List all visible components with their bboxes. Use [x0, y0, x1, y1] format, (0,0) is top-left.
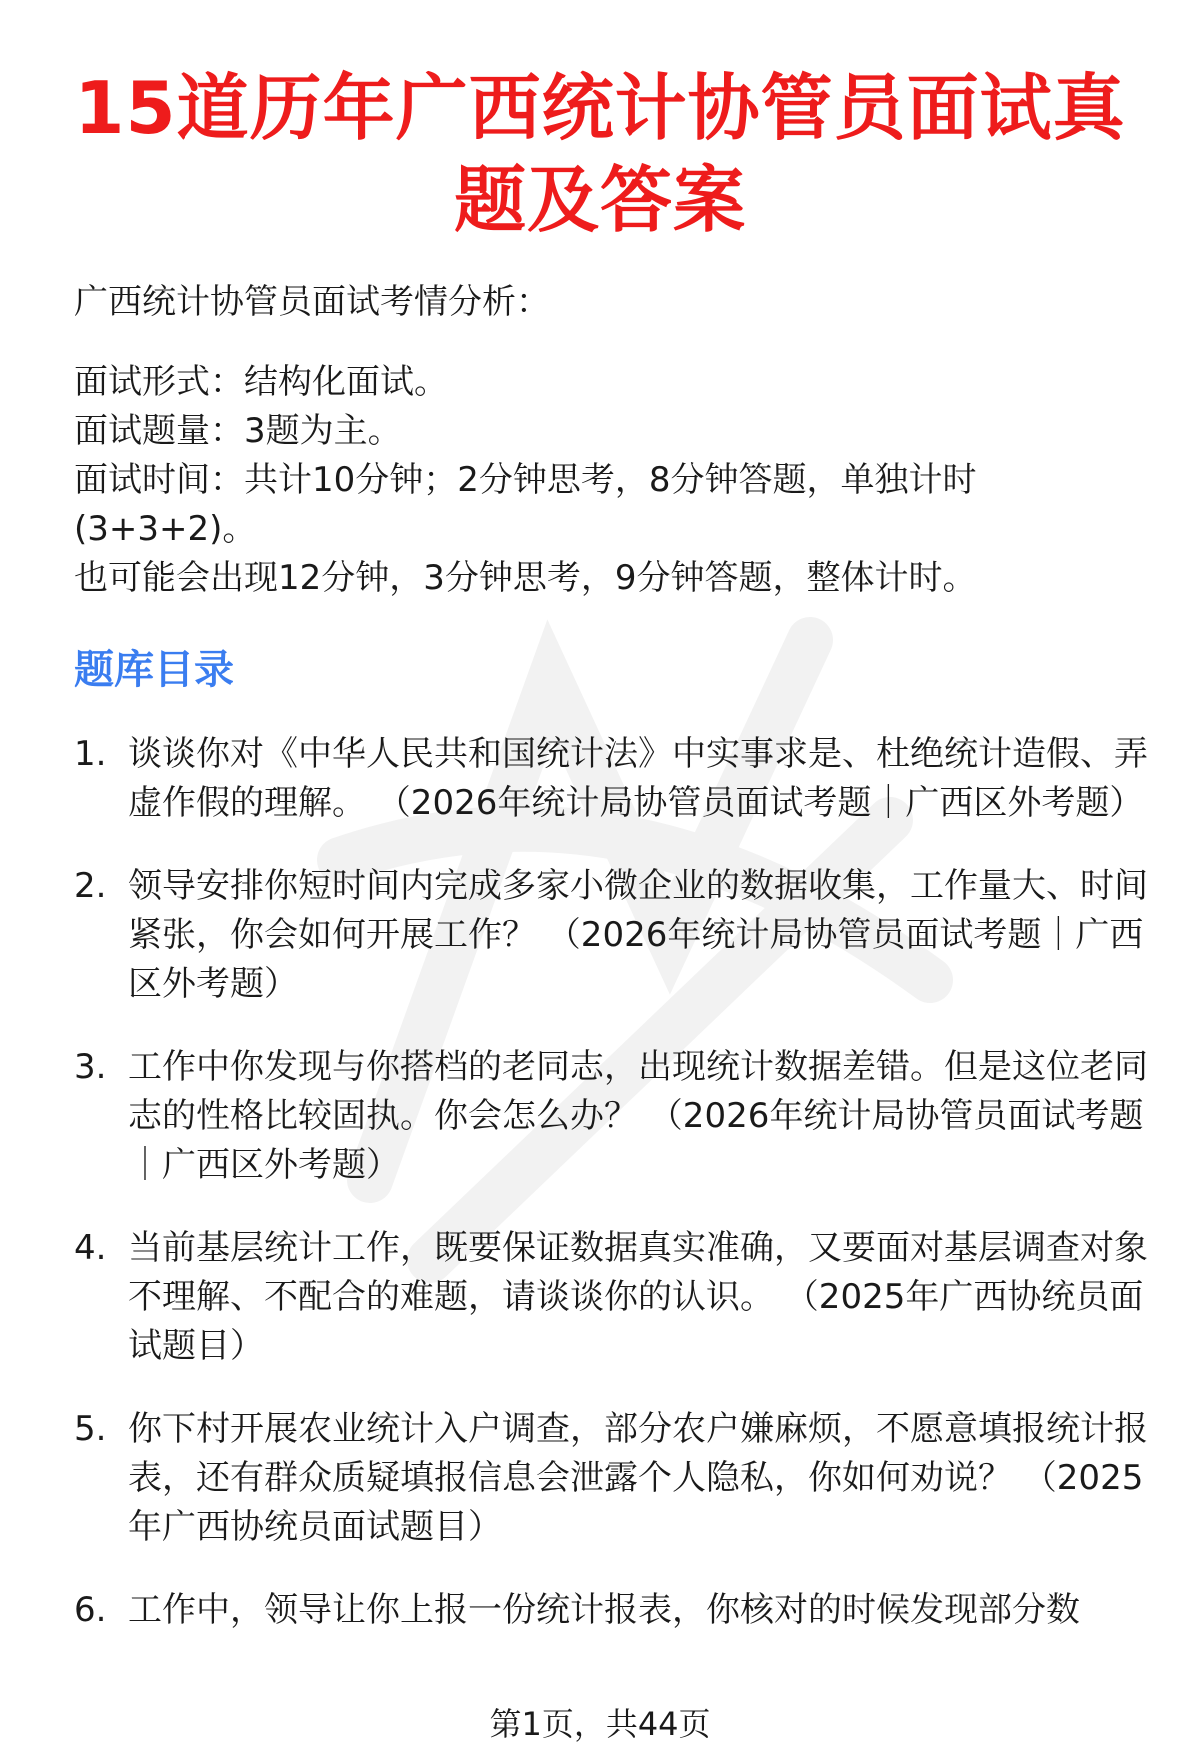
analysis-line: 面试形式：结构化面试。 — [74, 362, 448, 402]
question-number: 4. — [74, 1228, 107, 1268]
list-item — [74, 1043, 1154, 1190]
question-number: 1. — [74, 734, 107, 774]
exam-analysis — [74, 278, 1134, 603]
question-number: 3. — [74, 1047, 107, 1087]
list-item — [74, 1586, 1154, 1635]
question-text: 工作中你发现与你搭档的老同志，出现统计数据差错。但是这位老同志的性格比较固执。你会怎么办？ （2026年统计局协管员面试考题｜广西区外考题） — [128, 1047, 1148, 1185]
analysis-line: 也可能会出现12分钟，3分钟思考，9分钟答题，整体计时。 — [74, 558, 977, 598]
question-text: 你下村开展农业统计入户调查，部分农户嫌麻烦，不愿意填报统计报表，还有群众质疑填报信息会泄露个人隐私，你如何劝说？ （2025年广西协统员面试题目） — [128, 1409, 1148, 1547]
document-title: 15道历年广西统计协管员面试真题及答案 — [74, 66, 1126, 242]
question-text: 当前基层统计工作，既要保证数据真实准确，又要面对基层调查对象不理解、不配合的难题，请谈谈你的认识。 （2025年广西协统员面试题目） — [128, 1228, 1148, 1366]
list-item — [74, 862, 1154, 1009]
list-item — [74, 1224, 1154, 1371]
list-item — [74, 1405, 1154, 1552]
question-text: 领导安排你短时间内完成多家小微企业的数据收集，工作量大、时间紧张，你会如何开展工作？ （2026年统计局协管员面试考题｜广西区外考题） — [128, 866, 1148, 1004]
question-number: 6. — [74, 1590, 107, 1630]
list-item — [74, 730, 1154, 828]
question-text: 工作中，领导让你上报一份统计报表，你核对的时候发现部分数 — [128, 1590, 1080, 1630]
question-text: 谈谈你对《中华人民共和国统计法》中实事求是、杜绝统计造假、弄虚作假的理解。 （2026年统计局协管员面试考题｜广西区外考题） — [128, 734, 1148, 823]
analysis-line: 面试时间：共计10分钟；2分钟思考，8分钟答题，单独计时(3+3+2)。 — [74, 460, 977, 549]
analysis-lead: 广西统计协管员面试考情分析： — [74, 282, 550, 322]
analysis-line: 面试题量：3题为主。 — [74, 411, 402, 451]
question-list — [74, 730, 1154, 1669]
question-number: 5. — [74, 1409, 107, 1449]
page-footer: 第1页，共44页 — [0, 1703, 1200, 1745]
question-number: 2. — [74, 866, 107, 906]
section-heading: 题库目录 — [74, 647, 234, 693]
